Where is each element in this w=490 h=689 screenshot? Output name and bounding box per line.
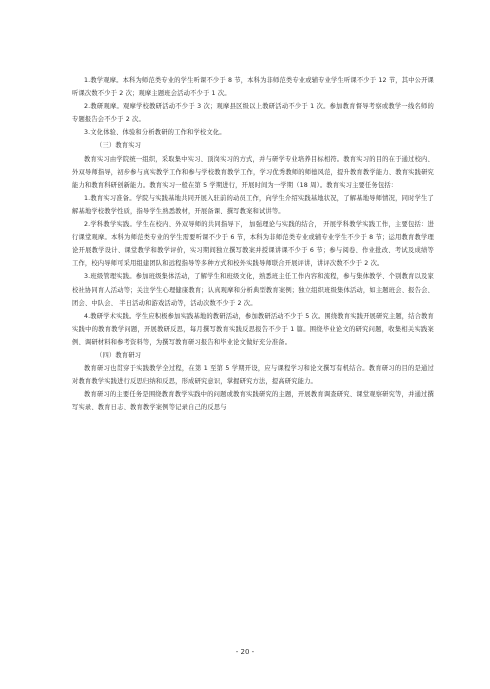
paragraph-research-observation: 2.教研观摩。观摩学校教研活动不少于 3 次；观摩县区级以上教研活动不少于 1 次。参加教育督导考察或教学一线名师的专题报告会不少于 2 次。 [72,103,434,124]
paragraph-subject-teaching-practice: 2.学科教学实践。学生在校内、外双导师的共同指导下， 加强理论与实践的结合， 开展学科教学实践工作，主要包括：进行课堂观摩。本科为师范类专业的学生需要听课不少于 6 节，本科为非师范类专业或辅专业学生不少于 8 节；运用教育教学理论开展教学设计、课堂教学和教学评价，实习期间独立撰写教案并授课讲课不少于 6 节；参与阅卷、作业批改、考试及成绩等工作，校内导师可采用组建团队和远程指导等多种方式和校外实践导师联合开展评讲，讲评次数不少于 2 次。 [72,221,434,268]
section-heading-internship: （三）教育实习 [96,142,142,150]
paragraph-class-management-practice: 3.班级管理实践。参加班级集体活动，了解学生和班级文化，熟悉班主任工作内容和流程，参与集体教学、个别教育以及家校社协同育人活动等；关注学生心理健康教育；认真观摩和分析典型教育案例；独立组织班级集体活动，如主题班会、报告会、团会、中队会、 半日活动和游戏活动等，活动次数不少于 2 次。 [72,273,434,307]
paragraph-education-study-intro: 教育研习也贯穿于实践教学全过程，在第 1 至第 5 学期开设，应与课程学习和论文撰写有机结合。教育研习的目的是通过对教育教学实践进行反思归纳和反思，形成研究意识，掌握研究方法，提高研究能力。 [72,365,434,386]
paragraph-teaching-observation: 1.教学观摩。本科为师范类专业的学生听课不少于 8 节，本科为非师范类专业或辅专业学生听课不少于 12 节，其中公开课听课次数不少于 2 次；观摩主题班会活动不少于 1 次。 [72,77,434,98]
section-heading-education-study: （四）教育研习 [96,351,142,359]
page-number: - 20 - [235,648,255,656]
body-text [72,74,434,414]
paragraph-internship-preparation: 1.教育实习准备。学院与实践基地共同开展入驻前的动员工作，向学生介绍实践基地状况，了解基地导师情况，同时学生了解基地学校教学性质，指导学生熟悉教材，开展备课、撰写教案和试讲等。 [72,194,434,215]
paragraph-culture-experience: 3.文化体验、体验和分析教研的工作和学校文化。 [84,129,226,137]
paragraph-education-study-tasks: 教育研习的主要任务是围绕教育教学实践中的问题或教育实践研究的主题，开展教育调查研究、课堂观察研究等，并通过撰写实录、教育日志、教育教学案例等记录自己的反思与 [72,391,434,412]
paragraph-internship-intro: 教育实习由学院统一组织，采取集中实习、顶岗实习的方式，并与研学专业培养目标相符。教育实习的目的在于通过校内、外双导师指导，初步参与真实教学工作和参与学校教育教学工作，学习优秀教师的师德风范，提升教育教学能力、教育实践研究能力和教育科研创新能力。教育实习一般在第 5 学期进行，开展时间为一学期（18 周）。教育实习主要任务包括： [72,155,434,189]
paragraph-research-practice: 4.教研学术实践。学生应积极参加实践基地的教研活动，参加教研活动不少于 5 次。围绕教育实践开展研究主题，结合教育实践中的教育教学问题，开展教研反思，每月撰写教育实践反思报告不少于 1 篇。围绕毕业论文的研究问题，收集相关实践案例、调研材料和参考资料等，为撰写教育研习报告和毕业论文做好充分准备。 [72,312,435,346]
